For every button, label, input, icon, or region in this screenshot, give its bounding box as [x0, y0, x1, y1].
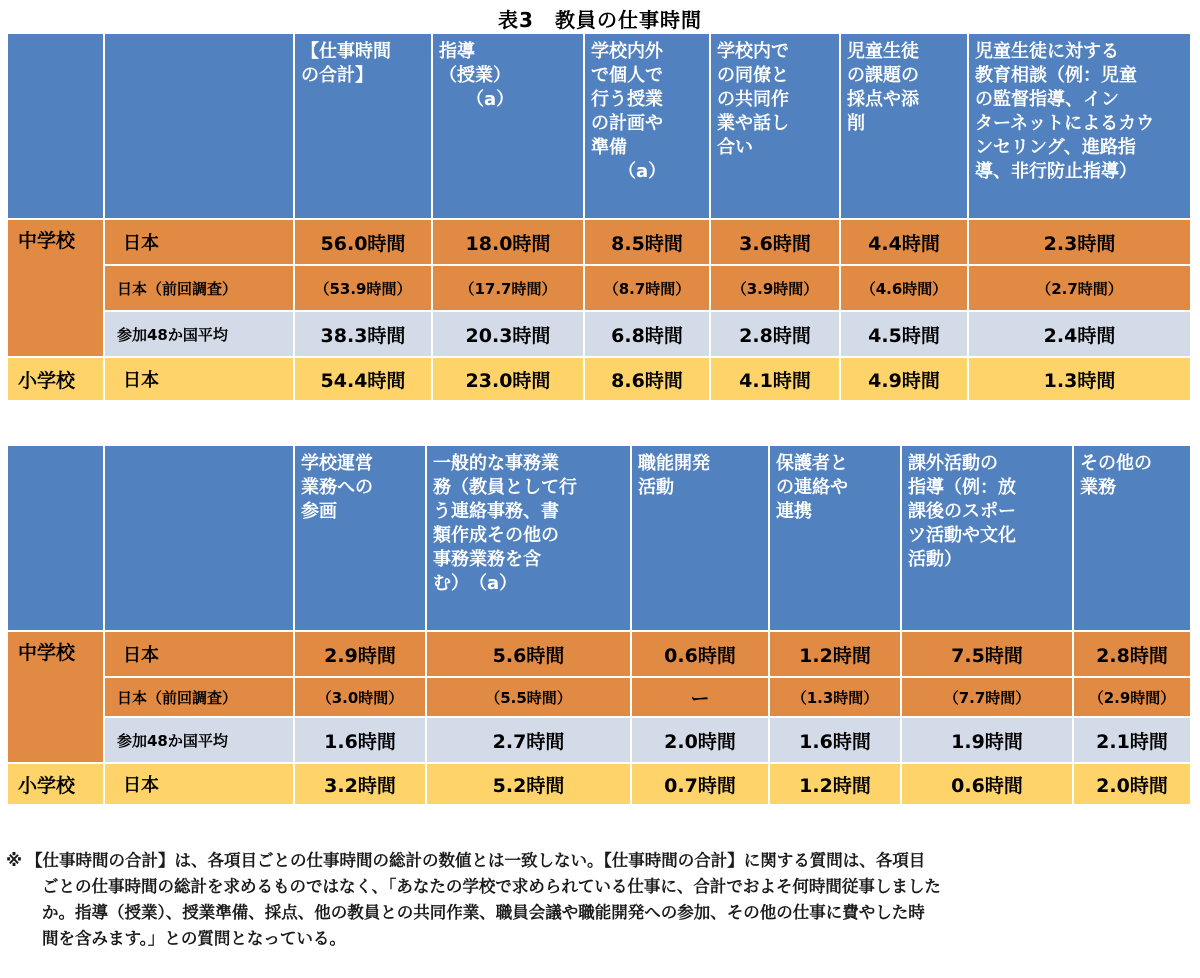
table-row	[8, 718, 1192, 764]
value-cell: 2.4時間	[969, 312, 1192, 358]
header-text-line: う連絡事務、書	[433, 501, 559, 522]
header-text	[301, 40, 425, 88]
value-cell: 54.4時間	[295, 358, 433, 402]
header-text-line: （a）	[439, 89, 515, 110]
header-text	[591, 40, 703, 184]
value-cell: 0.6時間	[632, 632, 770, 678]
header-blank-cell	[8, 34, 105, 220]
value-cell: ー	[632, 678, 770, 718]
value-cell: 1.2時間	[770, 764, 902, 806]
school-label-jhs: 中学校	[8, 632, 105, 764]
header-text-line: 削	[847, 113, 865, 134]
header-text	[847, 40, 961, 136]
header-text	[301, 452, 419, 524]
header-text-line: 【仕事時間	[301, 41, 391, 62]
header-text-line: 参画	[301, 501, 337, 522]
value-cell: 1.9時間	[902, 718, 1074, 764]
header-teaching	[433, 34, 585, 220]
header-text-line: 合い	[717, 137, 753, 158]
header-text-line: 活動）	[908, 549, 962, 570]
header-text-line: 学校運営	[301, 453, 373, 474]
footnote-line: 間を含みます。」との質問となっている。	[42, 929, 346, 948]
header-text-line: 教育相談（例：児童	[975, 65, 1137, 86]
school-label-es: 小学校	[8, 764, 105, 806]
value-cell: 4.4時間	[841, 220, 969, 266]
work-hours-table-2	[8, 446, 1192, 806]
header-text	[638, 452, 762, 500]
table1-header-row	[8, 34, 1192, 220]
table2-header-row	[8, 446, 1192, 632]
row-label-avg48: 参加48か国平均	[105, 718, 295, 764]
value-cell: 4.9時間	[841, 358, 969, 402]
header-marking	[841, 34, 969, 220]
header-text-line: 保護者と	[776, 453, 848, 474]
header-text-line: の合計】	[301, 65, 373, 86]
value-cell: 5.2時間	[427, 764, 632, 806]
header-lesson-planning	[585, 34, 711, 220]
value-cell: （4.6時間）	[841, 266, 969, 312]
value-cell: 7.5時間	[902, 632, 1074, 678]
footnote-line: ごとの仕事時間の総計を求めるものではなく、「あなたの学校で求められている仕事に、合計でおよそ何時間従事しました	[42, 877, 941, 896]
value-cell: 23.0時間	[433, 358, 585, 402]
row-label-japan-prev: 日本（前回調査）	[105, 266, 295, 312]
table-title: 表3 教員の仕事時間	[498, 8, 702, 32]
header-text	[439, 40, 577, 112]
value-cell: （8.7時間）	[585, 266, 711, 312]
value-cell: 2.8時間	[711, 312, 841, 358]
header-text-line: 活動	[638, 477, 674, 498]
value-cell: 2.1時間	[1074, 718, 1192, 764]
table-row	[8, 358, 1192, 402]
header-text	[433, 452, 624, 596]
row-label-japan: 日本	[105, 220, 295, 266]
table-row	[8, 220, 1192, 266]
value-cell: 4.5時間	[841, 312, 969, 358]
header-text-line: 業や話し	[717, 113, 789, 134]
header-text-line: む） （a）	[433, 573, 518, 594]
value-cell: 4.1時間	[711, 358, 841, 402]
value-cell: 3.2時間	[295, 764, 427, 806]
header-text	[975, 40, 1184, 184]
row-label-japan-prev: 日本（前回調査）	[105, 678, 295, 718]
value-cell: 0.6時間	[902, 764, 1074, 806]
value-cell: （53.9時間）	[295, 266, 433, 312]
value-cell: 18.0時間	[433, 220, 585, 266]
table-row	[8, 632, 1192, 678]
value-cell: 8.5時間	[585, 220, 711, 266]
header-parent-communication	[770, 446, 902, 632]
table-row	[8, 764, 1192, 806]
header-text-line: ツ活動や文化	[908, 525, 1016, 546]
header-text-line: その他の	[1080, 453, 1152, 474]
header-colleague-collaboration	[711, 34, 841, 220]
header-text-line: で個人で	[591, 65, 663, 86]
header-text	[776, 452, 894, 524]
header-text-line: 職能開発	[638, 453, 710, 474]
value-cell: （17.7時間）	[433, 266, 585, 312]
value-cell: （3.0時間）	[295, 678, 427, 718]
value-cell: 2.0時間	[1074, 764, 1192, 806]
header-text-line: 類作成その他の	[433, 525, 559, 546]
header-text-line: 児童生徒	[847, 41, 919, 62]
header-text-line: 指導（例：放	[908, 477, 1016, 498]
header-text-line: 事務業務を含	[433, 549, 541, 570]
header-text-line: 準備	[591, 137, 627, 158]
header-text-line: 課後のスポー	[908, 501, 1016, 522]
header-text-line: 業務への	[301, 477, 373, 498]
header-text-line: の課題の	[847, 65, 919, 86]
header-text-line: 導、非行防止指導）	[975, 161, 1137, 182]
work-hours-table-1	[8, 34, 1192, 402]
footnote-mark: ※	[6, 851, 23, 870]
school-label-jhs: 中学校	[8, 220, 105, 358]
header-text-line: ンセリング、進路指	[975, 137, 1136, 158]
header-counselling	[969, 34, 1192, 220]
table-row	[8, 678, 1192, 718]
value-cell: 2.0時間	[632, 718, 770, 764]
value-cell: 8.6時間	[585, 358, 711, 402]
header-text-line: 行う授業	[591, 89, 663, 110]
value-cell: 1.6時間	[770, 718, 902, 764]
value-cell: （2.9時間）	[1074, 678, 1192, 718]
footnote	[6, 848, 1192, 952]
value-cell: 1.3時間	[969, 358, 1192, 402]
header-text-line: 連携	[776, 501, 812, 522]
header-text-line: の監督指導、イン	[975, 89, 1119, 110]
header-extracurricular	[902, 446, 1074, 632]
row-label-japan: 日本	[105, 358, 295, 402]
header-blank-cell	[8, 446, 105, 632]
header-text-line: 業務	[1080, 477, 1116, 498]
value-cell: 2.9時間	[295, 632, 427, 678]
value-cell: （1.3時間）	[770, 678, 902, 718]
header-total-hours	[295, 34, 433, 220]
value-cell: 20.3時間	[433, 312, 585, 358]
header-text-line: 学校内外	[591, 41, 663, 62]
value-cell: 6.8時間	[585, 312, 711, 358]
header-blank-cell	[105, 446, 295, 632]
header-text	[1080, 452, 1184, 500]
value-cell: （5.5時間）	[427, 678, 632, 718]
value-cell: 1.6時間	[295, 718, 427, 764]
school-label-es: 小学校	[8, 358, 105, 402]
value-cell: 2.7時間	[427, 718, 632, 764]
header-other-tasks	[1074, 446, 1192, 632]
header-professional-development	[632, 446, 770, 632]
row-label-japan: 日本	[105, 632, 295, 678]
header-text-line: 採点や添	[847, 89, 919, 110]
header-text-line: 指導	[439, 41, 475, 62]
header-text-line: 児童生徒に対する	[975, 41, 1119, 62]
header-text-line: の共同作	[717, 89, 789, 110]
header-text-line: の同僚と	[717, 65, 789, 86]
row-label-japan: 日本	[105, 764, 295, 806]
footnote-text: 【仕事時間の合計】は、各項目ごとの仕事時間の総計の数値とは一致しない。【仕事時間の合計】に関する質問は、各項目	[26, 851, 926, 870]
header-text-line: の計画や	[591, 113, 663, 134]
value-cell: 56.0時間	[295, 220, 433, 266]
value-cell: （2.7時間）	[969, 266, 1192, 312]
header-text-line: 課外活動の	[908, 453, 998, 474]
header-text-line: 学校内で	[717, 41, 789, 62]
value-cell: 5.6時間	[427, 632, 632, 678]
value-cell: 1.2時間	[770, 632, 902, 678]
value-cell: 2.3時間	[969, 220, 1192, 266]
header-text	[908, 452, 1066, 572]
header-blank-cell	[105, 34, 295, 220]
row-label-avg48: 参加48か国平均	[105, 312, 295, 358]
header-text-line: 一般的な事務業	[433, 453, 559, 474]
value-cell: 3.6時間	[711, 220, 841, 266]
header-admin-work	[427, 446, 632, 632]
value-cell: 2.8時間	[1074, 632, 1192, 678]
table-row	[8, 266, 1192, 312]
header-text-line: （授業）	[439, 65, 511, 86]
header-text-line: （a）	[591, 161, 667, 182]
footnote-line	[6, 848, 1192, 874]
header-text-line: ターネットによるカウ	[975, 113, 1155, 134]
footnote-line: か。指導（授業）、授業準備、採点、他の教員との共同作業、職員会議や職能開発への参加、その他の仕事に費やした時	[42, 903, 925, 922]
value-cell: （3.9時間）	[711, 266, 841, 312]
header-text	[717, 40, 833, 160]
header-school-management	[295, 446, 427, 632]
value-cell: （7.7時間）	[902, 678, 1074, 718]
header-text-line: 務（教員として行	[433, 477, 577, 498]
value-cell: 38.3時間	[295, 312, 433, 358]
table-row	[8, 312, 1192, 358]
header-text-line: の連絡や	[776, 477, 848, 498]
value-cell: 0.7時間	[632, 764, 770, 806]
